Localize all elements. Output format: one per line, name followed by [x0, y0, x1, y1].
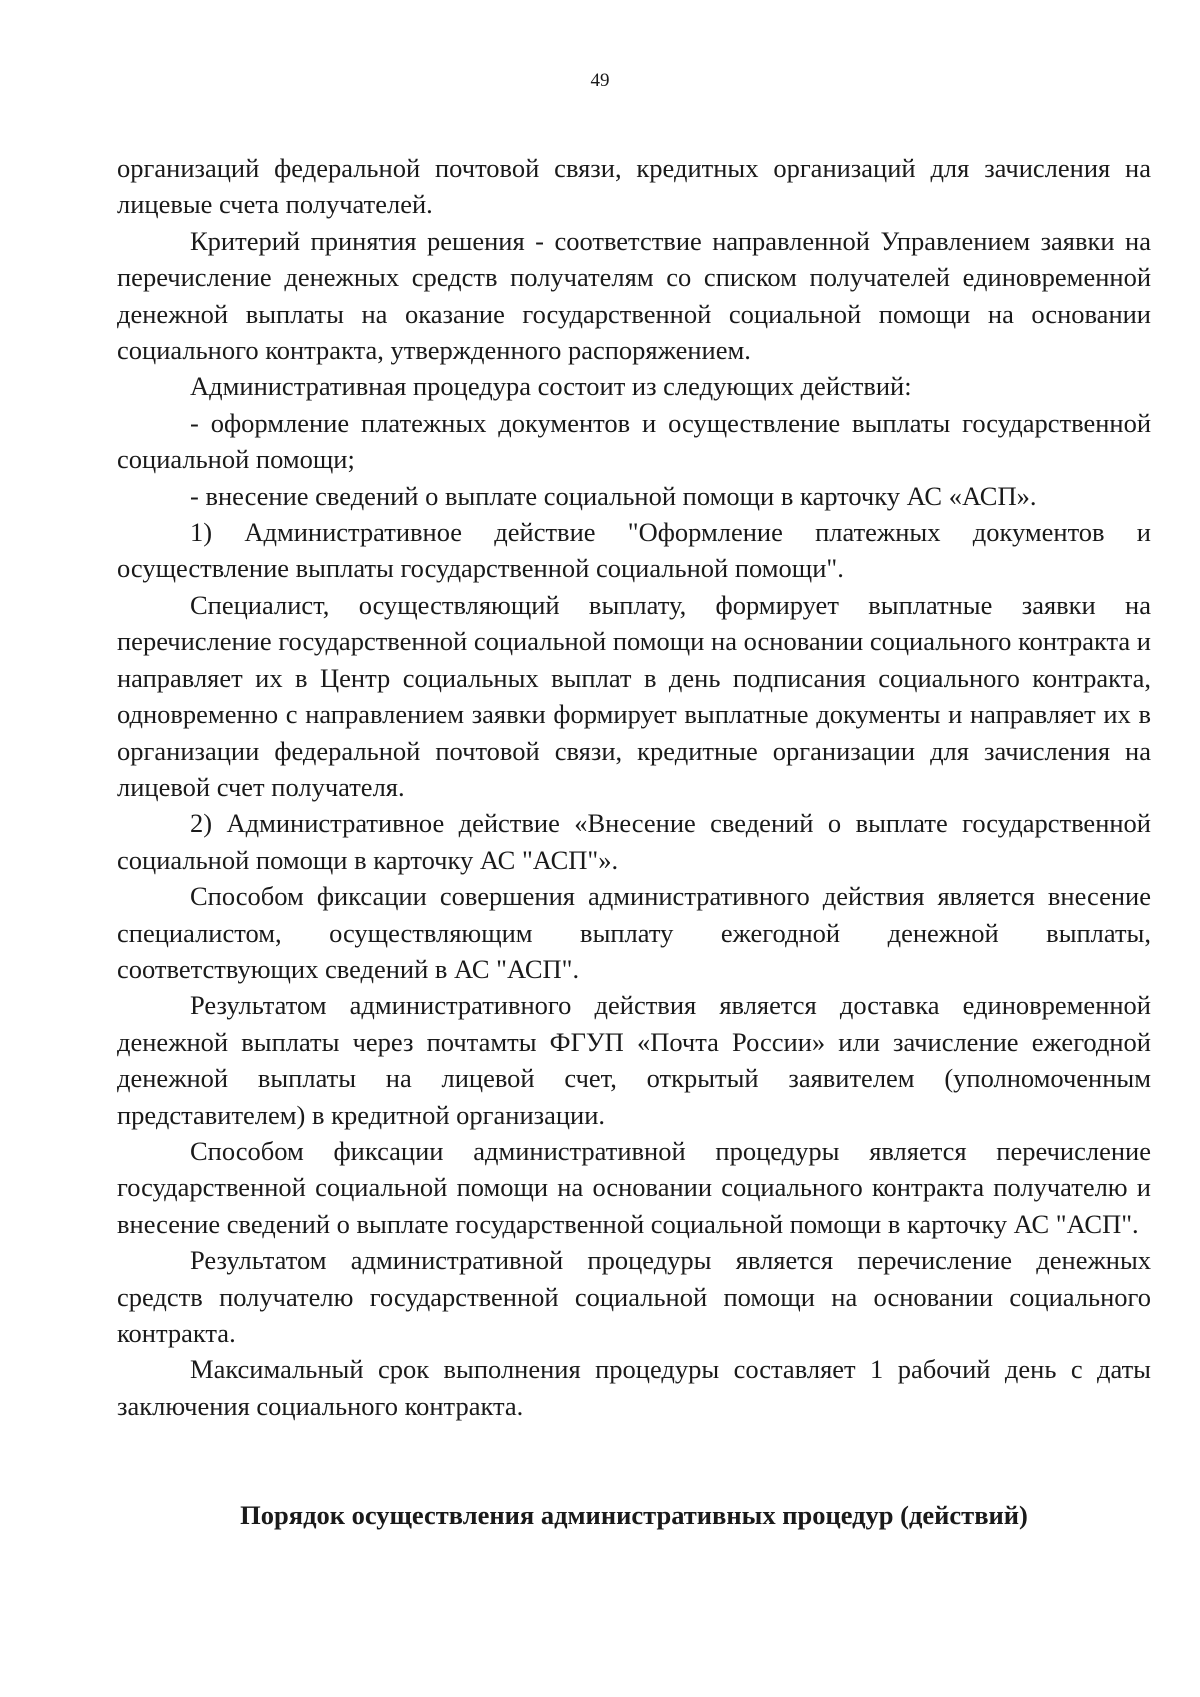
- page-number: 49: [590, 70, 610, 91]
- paragraph: Результатом административного действия является доставка единовременной денежной выплаты через почтамты ФГУП «Почта России» или зачисление ежегодной денежной выплаты на лицевой счет, открытый заявителем (уполномоченным представителем) в кредитной организации.: [117, 990, 1151, 1130]
- list-item: - оформление платежных документов и осуществление выплаты государственной социальной помощи;: [117, 407, 1151, 475]
- paragraph: 1) Административное действие "Оформление платежных документов и осуществление выплаты государственной социальной помощи".: [117, 517, 1151, 584]
- paragraph: Способом фиксации совершения административного действия является внесение специалистом, осуществляющим выплату ежегодной денежной выплаты, соответствующих сведений в АС "АСП".: [117, 881, 1151, 984]
- paragraph: Максимальный срок выполнения процедуры составляет 1 рабочий день с даты заключения социального контракта.: [117, 1354, 1151, 1421]
- paragraph: организаций федеральной почтовой связи, кредитных организаций для зачисления на лицевые счета получателей.: [117, 153, 1151, 220]
- paragraph: Способом фиксации административной процедуры является перечисление государственной социальной помощи на основании социального контракта получателю и внесение сведений о выплате государственной социальной помощи в карточку АС "АСП".: [117, 1135, 1151, 1239]
- paragraph: Специалист, осуществляющий выплату, формирует выплатные заявки на перечисление государственной социальной помощи на основании социального контракта и направляет их в Центр социальных выплат в день подписания социального контракта, одновременно с направлением заявки формирует выплатные документы и направляет их в организации федеральной почтовой связи, кредитные организации для зачисления на лицевой счет получателя.: [117, 589, 1151, 802]
- paragraph: Критерий принятия решения - соответствие направленной Управлением заявки на перечисление денежных средств получателям со списком получателей единовременной денежной выплаты на оказание государственной социальной помощи на основании социального контракта, утвержденного распоряжением.: [117, 225, 1151, 366]
- paragraph: Административная процедура состоит из следующих действий:: [190, 371, 912, 402]
- paragraph: 2) Административное действие «Внесение сведений о выплате государственной социальной помощи в карточку АС "АСП"».: [117, 808, 1151, 875]
- document-body: [117, 150, 1151, 1424]
- paragraph: Результатом административной процедуры является перечисление денежных средств получателю государственной социальной помощи на основании социального контракта.: [117, 1245, 1151, 1348]
- list-item: - внесение сведений о выплате социальной помощи в карточку АС «АСП».: [190, 480, 1037, 511]
- section-heading: Порядок осуществления административных процедур (действий): [240, 1500, 1028, 1530]
